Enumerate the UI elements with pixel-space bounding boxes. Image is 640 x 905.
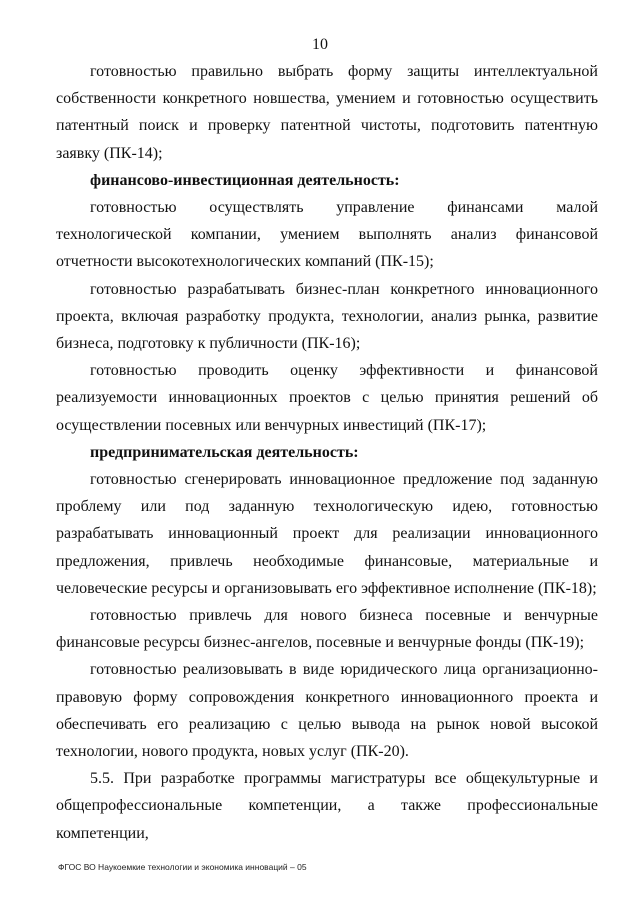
paragraph-pk20: готовностью реализовывать в виде юридического лица организационно-правовую форму сопровождения конкретного инновационного проекта и обеспечивать его реализацию с целью вывода на рынок новой высокой технологии, нового продукта, новых услуг (ПК-20). (56, 661, 598, 761)
paragraph-pk19: готовностью привлечь для нового бизнеса посевные и венчурные финансовые ресурсы бизнес-ангелов, посевные и венчурные фонды (ПК-19); (56, 607, 598, 652)
document-footer: ФГОС ВО Наукоемкие технологии и экономика инноваций – 05 (58, 862, 307, 872)
paragraph-pk16: готовностью разрабатывать бизнес-план конкретного инновационного проекта, включая разработку продукта, технологии, анализ рынка, развитие бизнеса, подготовку к публичности (ПК-16); (56, 280, 598, 353)
page-number: 10 (312, 36, 328, 53)
paragraph-5-5: 5.5. При разработке программы магистратуры все общекультурные и общепрофессиональные компетенции, а также профессиональные компетенции, (56, 770, 598, 842)
document-body (56, 58, 598, 847)
paragraph-pk18: готовностью сгенерировать инновационное предложение под заданную проблему или под заданную технологическую идею, готовностью разрабатывать инновационный проект для реализации инновационного предложения, привлечь необходимые финансовые, материальные и человеческие ресурсы и организовывать его эффективное исполнение (ПК-18); (56, 471, 598, 597)
section-heading-entrepreneurship: предпринимательская деятельность: (90, 443, 359, 461)
paragraph-pk15: готовностью осуществлять управление финансами малой технологической компании, умением выполнять анализ финансовой отчетности высокотехнологических компаний (ПК-15); (56, 199, 598, 271)
section-heading-finance: финансово-инвестиционная деятельность: (90, 171, 400, 189)
paragraph-pk14: готовностью правильно выбрать форму защиты интеллектуальной собственности конкретного новшества, умением и готовностью осуществить патентный поиск и проверку патентной чистоты, подготовить патентную заявку (ПК-14); (56, 63, 598, 162)
paragraph-pk17: готовностью проводить оценку эффективности и финансовой реализуемости инновационных проектов с целью принятия решений об осуществлении посевных или венчурных инвестиций (ПК-17); (56, 362, 598, 434)
